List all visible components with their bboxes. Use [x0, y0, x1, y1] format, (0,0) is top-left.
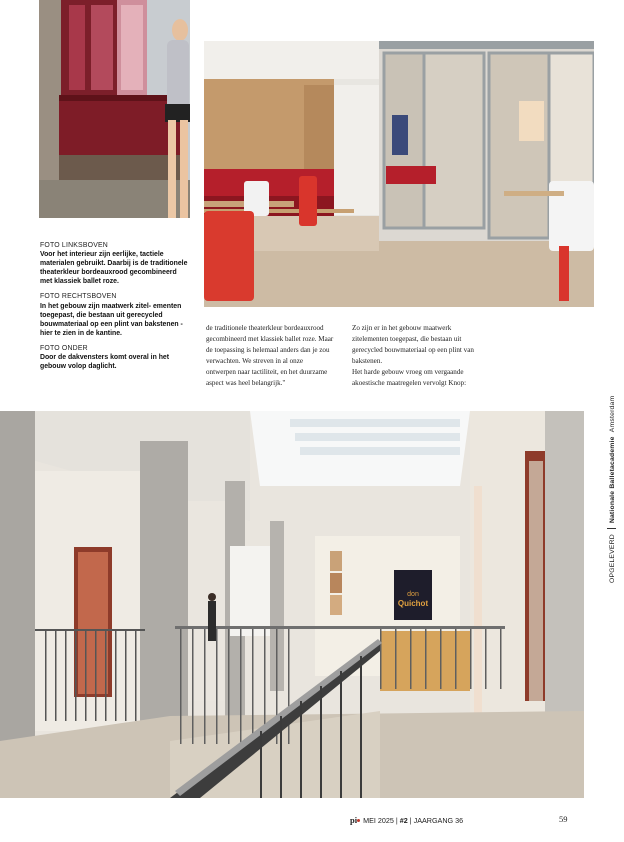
article-paragraph: Zo zijn er in het gebouw maatwerk zitelementen toegepast, die bestaan uit gerecycled bouwmateriaal op een plint van bakstenen. [352, 324, 474, 365]
caption-text-top-right: In het gebouw zijn maatwerk zitel- ementen toegepast, die bestaan uit gerecycled bouwmateriaal op een plint van bakstenen - hier te zien in de kantine. [40, 302, 183, 337]
article-column-2 [352, 323, 480, 388]
caption-text-top-left: Voor het interieur zijn eerlijke, tactiele materialen gebruikt. Daarbij is de traditionele theaterkleur bordeauxrood gecombineerd met klassiek ballet roze. [40, 251, 188, 286]
page-footer [350, 815, 463, 825]
article-paragraph: Het harde gebouw vroeg om vergaande akoestische maatregelen vervolgt Knop: [352, 367, 467, 387]
footer-number: #2 [399, 816, 408, 825]
footer-volume: | JAARGANG 36 [409, 816, 464, 825]
article-column-1 [206, 323, 334, 388]
section-side-label [607, 396, 616, 583]
project-name: Nationale Balletacademie [609, 436, 616, 524]
photo-captions [40, 241, 188, 371]
caption-label-top-left: FOTO LINKSBOVEN [40, 242, 108, 249]
photo-top-left [39, 0, 190, 218]
section-name: OPGELEVERD [609, 534, 616, 583]
magazine-logo: pi [350, 815, 358, 825]
footer-issue: MEI 2025 | [363, 816, 398, 825]
divider [607, 528, 616, 529]
poster-line2: Quichot [397, 599, 429, 608]
logo-dot-icon [357, 819, 360, 822]
caption-label-top-right: FOTO RECHTSBOVEN [40, 293, 117, 301]
caption-label-bottom: FOTO ONDER [40, 344, 88, 352]
project-city: Amsterdam [609, 395, 616, 433]
photo-bottom [0, 411, 584, 798]
article-paragraph: de traditionele theaterkleur bordeauxrood gecombineerd met klassiek ballet roze. Maar de toepassing is helemaal anders dan je zou verwachten. We streven in al onze ontwerpen naar tactiliteit, en het duurzame aspect was heel belangrijk." [206, 324, 334, 387]
photo-top-right [204, 41, 594, 307]
poster-line1: don [407, 591, 419, 598]
page-number: 59 [559, 814, 568, 824]
caption-text-bottom: Door de dakvensters komt overal in het gebouw volop daglicht. [40, 354, 170, 371]
